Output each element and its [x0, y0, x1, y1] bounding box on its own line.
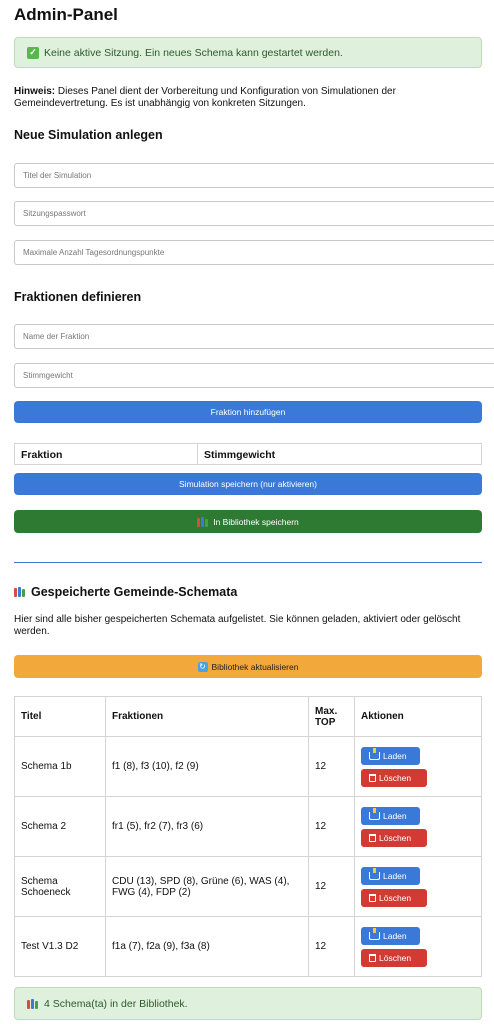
books-icon: [197, 517, 209, 527]
inbox-icon: [369, 812, 380, 820]
schema-title: Schema 1b: [15, 737, 106, 797]
delete-label: Löschen: [379, 832, 412, 843]
trash-icon: [369, 774, 376, 782]
schema-max-top: 12: [309, 797, 355, 857]
schema-fractions: f1 (8), f3 (10), f2 (9): [106, 737, 309, 797]
delete-button[interactable]: [361, 949, 427, 967]
delete-button[interactable]: [361, 829, 427, 847]
schema-actions: [355, 857, 482, 917]
library-description: Hier sind alle bisher gespeicherten Schemata aufgelistet. Sie können geladen, aktiviert oder gelöscht werden.: [14, 614, 461, 637]
load-label: Laden: [383, 810, 407, 821]
schema-max-top: 12: [309, 737, 355, 797]
fraction-column-header: Fraktion: [15, 444, 198, 464]
save-library-button[interactable]: [14, 510, 482, 533]
vote-weight-input[interactable]: [14, 363, 494, 388]
refresh-library-button[interactable]: [14, 655, 482, 678]
trash-icon: [369, 894, 376, 902]
trash-icon: [369, 954, 376, 962]
schema-actions: [355, 737, 482, 797]
schema-table-header: [15, 697, 482, 737]
title-header: Titel: [15, 697, 106, 737]
session-password-input[interactable]: [14, 201, 494, 226]
save-library-label: In Bibliothek speichern: [213, 516, 299, 527]
load-button[interactable]: [361, 867, 420, 885]
library-count-alert: [14, 987, 482, 1020]
table-row: [15, 917, 482, 977]
schema-fractions: f1a (7), f2a (9), f3a (8): [106, 917, 309, 977]
trash-icon: [369, 834, 376, 842]
inbox-icon: [369, 872, 380, 880]
status-alert-text: Keine aktive Sitzung. Ein neues Schema kann gestartet werden.: [44, 46, 343, 59]
weight-column-header: Stimmgewicht: [204, 449, 276, 461]
schema-title: Test V1.3 D2: [15, 917, 106, 977]
schema-fractions: CDU (13), SPD (8), Grüne (6), WAS (4), FWG (4), FDP (2): [106, 857, 309, 917]
delete-button[interactable]: [361, 889, 427, 907]
hint-label: Hinweis:: [14, 86, 56, 97]
section-divider: [14, 562, 482, 563]
load-label: Laden: [383, 750, 407, 761]
table-row: [15, 737, 482, 797]
fractions-table: [14, 443, 482, 465]
delete-label: Löschen: [379, 772, 412, 783]
inbox-icon: [369, 752, 380, 760]
page-title: Admin-Panel: [14, 5, 118, 24]
library-heading-text: Gespeicherte Gemeinde-Schemata: [31, 585, 238, 599]
fraction-name-input[interactable]: [14, 324, 494, 349]
fractions-header: Fraktionen: [106, 697, 309, 737]
save-simulation-button[interactable]: Simulation speichern (nur aktivieren): [14, 473, 482, 495]
load-button[interactable]: [361, 927, 420, 945]
load-label: Laden: [383, 870, 407, 881]
delete-label: Löschen: [379, 892, 412, 903]
load-button[interactable]: [361, 807, 420, 825]
books-icon: [27, 999, 39, 1009]
simulation-title-input[interactable]: [14, 163, 494, 188]
schema-fractions: fr1 (5), fr2 (7), fr3 (6): [106, 797, 309, 857]
check-icon: ✓: [27, 47, 39, 59]
actions-header: Aktionen: [355, 697, 482, 737]
load-label: Laden: [383, 930, 407, 941]
add-fraction-button[interactable]: Fraktion hinzufügen: [14, 401, 482, 423]
refresh-icon: ↻: [199, 661, 206, 671]
hint-body: Dieses Panel dient der Vorbereitung und Konfiguration von Simulationen der Gemeindevertretung. Es ist unabhängig von konkreten Sitzungen.: [14, 86, 396, 109]
new-simulation-heading: Neue Simulation anlegen: [14, 128, 163, 142]
max-top-input[interactable]: [14, 240, 494, 265]
schema-title: Schema Schoeneck: [15, 857, 106, 917]
hint-text: [14, 86, 474, 110]
schema-actions: [355, 917, 482, 977]
delete-label: Löschen: [379, 952, 412, 963]
max-top-header: Max. TOP: [309, 697, 355, 737]
schema-max-top: 12: [309, 917, 355, 977]
library-heading: [14, 585, 237, 599]
books-icon: [14, 587, 26, 597]
table-row: [15, 797, 482, 857]
delete-button[interactable]: [361, 769, 427, 787]
library-count-text: 4 Schema(ta) in der Bibliothek.: [44, 997, 188, 1010]
table-row: [15, 857, 482, 917]
load-button[interactable]: [361, 747, 420, 765]
schema-title: Schema 2: [15, 797, 106, 857]
schema-max-top: 12: [309, 857, 355, 917]
status-alert: [14, 37, 482, 68]
schema-actions: [355, 797, 482, 857]
schema-table: [14, 696, 482, 977]
refresh-library-label: Bibliothek aktualisieren: [211, 661, 299, 672]
fractions-heading: Fraktionen definieren: [14, 290, 142, 304]
inbox-icon: [369, 932, 380, 940]
